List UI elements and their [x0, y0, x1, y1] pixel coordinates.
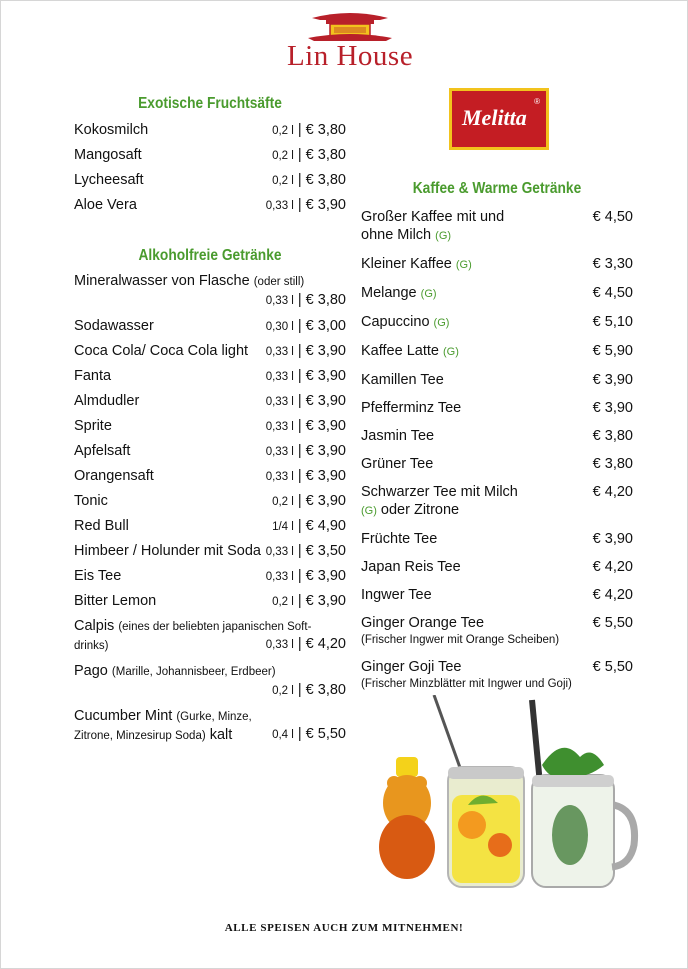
item-volume: 0,2 l: [272, 685, 294, 697]
item-amount: € 3,90: [305, 493, 346, 509]
item-price: 0,30 l | € 3,00: [265, 318, 346, 334]
item-price: 0,33 l | € 3,80: [265, 292, 346, 308]
item-volume: 0,33 l: [265, 200, 294, 212]
item-amount: € 3,90: [305, 343, 346, 359]
item-note: (eines der beliebten japanischen Soft-: [118, 621, 312, 633]
item-price: € 5,50: [592, 615, 633, 631]
menu-row: [74, 442, 346, 460]
item-name: [74, 272, 346, 291]
item-price: € 5,50: [592, 659, 633, 675]
item-price: 1/4 l | € 4,90: [272, 518, 346, 534]
menu-row: [361, 208, 633, 245]
item-title: Orangensaft: [74, 468, 154, 484]
menu-row: [361, 313, 633, 332]
coffee-list: [361, 208, 633, 692]
item-price: 0,2 l | € 3,80: [272, 682, 346, 698]
item-title: Eis Tee: [74, 568, 122, 584]
menu-row: [361, 284, 633, 303]
item-title: Kleiner Kaffee: [361, 256, 452, 272]
item-price: 0,2 l | € 3,80: [272, 147, 346, 163]
item-title: Sodawasser: [74, 318, 154, 334]
item-title: Apfelsaft: [74, 443, 131, 459]
item-price: 0,33 l | € 3,90: [265, 197, 346, 213]
menu-row: [361, 483, 633, 520]
item-title: Mineralwasser von Flasche: [74, 273, 250, 289]
item-amount: € 3,90: [305, 393, 346, 409]
item-price: 0,33 l | € 3,90: [265, 418, 346, 434]
menu-row: [361, 342, 633, 361]
item-price: € 5,90: [592, 343, 633, 359]
menu-row: [74, 121, 346, 139]
item-amount: € 3,90: [305, 568, 346, 584]
pagoda-roof-icon: [306, 10, 394, 44]
item-title: Großer Kaffee mit und: [361, 209, 505, 225]
item-price: € 4,50: [592, 285, 633, 301]
item-title: Almdudler: [74, 393, 140, 409]
coffee-heading: Kaffee & Warme Getränke: [412, 180, 582, 197]
item-price: 0,33 l | € 4,20: [265, 636, 346, 652]
item-title: Pfefferminz Tee: [361, 400, 462, 416]
gluten-tag: (G): [455, 259, 472, 271]
item-price: € 3,90: [592, 372, 633, 388]
item-title: Coca Cola/ Coca Cola light: [74, 343, 249, 359]
item-amount: € 3,90: [305, 468, 346, 484]
gluten-tag: (G): [361, 505, 377, 517]
item-name: [74, 707, 346, 726]
menu-row: [74, 662, 346, 700]
softdrink-list: [74, 272, 346, 745]
item-volume: 0,33 l: [265, 639, 294, 651]
item-name: [74, 662, 346, 681]
item-amount: € 3,80: [305, 172, 346, 188]
item-note-2: Zitrone, Minzesirup Soda): [74, 730, 206, 742]
right-column: [361, 180, 633, 702]
item-title: Lycheesaft: [74, 172, 144, 188]
item-price: € 3,80: [592, 428, 633, 444]
item-amount: € 3,80: [305, 147, 346, 163]
item-amount: € 3,90: [305, 593, 346, 609]
item-volume: 0,2 l: [272, 175, 294, 187]
gluten-tag: (G): [435, 230, 452, 242]
item-volume: 0,33 l: [265, 346, 294, 358]
item-title-2: oder Zitrone: [380, 502, 460, 518]
item-price: 0,33 l | € 3,90: [265, 343, 346, 359]
item-title: Grüner Tee: [361, 456, 434, 472]
softdrinks-heading: Alkoholfreie Getränke: [138, 247, 282, 264]
menu-row: [361, 586, 633, 604]
item-note: (Marille, Johannisbeer, Erdbeer): [111, 666, 276, 678]
item-volume: 0,33 l: [265, 295, 294, 307]
item-title: Sprite: [74, 418, 112, 434]
item-amount: € 5,50: [305, 726, 346, 742]
menu-row: [74, 542, 346, 560]
menu-row: [74, 492, 346, 510]
item-volume: 0,33 l: [265, 396, 294, 408]
item-title: Kaffee Latte: [361, 343, 439, 359]
melitta-logo: [449, 88, 549, 150]
item-price: 0,33 l | € 3,90: [265, 568, 346, 584]
item-amount: € 3,90: [305, 443, 346, 459]
item-price: 0,33 l | € 3,90: [265, 368, 346, 384]
menu-row: [361, 530, 633, 548]
menu-row: [361, 614, 633, 648]
melitta-logo-text: Melitta: [462, 105, 527, 130]
juice-list: [74, 121, 346, 214]
menu-row: [74, 146, 346, 164]
item-amount: € 4,20: [305, 636, 346, 652]
item-title: Tonic: [74, 493, 108, 509]
item-price: € 3,80: [592, 456, 633, 472]
item-title: Früchte Tee: [361, 531, 438, 547]
item-price: 0,4 l | € 5,50: [272, 726, 346, 742]
item-description: (Frischer Minzblätter mit Ingwer und Goji): [361, 678, 572, 690]
takeaway-footer: ALLE SPEISEN AUCH ZUM MITNEHMEN!: [224, 922, 464, 934]
item-amount: € 3,90: [305, 418, 346, 434]
item-price: 0,33 l | € 3,90: [265, 393, 346, 409]
item-price: 0,2 l | € 3,80: [272, 172, 346, 188]
item-name-line: [361, 226, 633, 245]
menu-row: [74, 567, 346, 585]
item-amount: € 3,80: [305, 682, 346, 698]
menu-row: [361, 399, 633, 417]
item-price: € 3,90: [592, 531, 633, 547]
item-price: 0,33 l | € 3,90: [265, 443, 346, 459]
menu-row: [74, 707, 346, 745]
menu-row: [361, 427, 633, 445]
item-note: (oder still): [253, 276, 305, 288]
restaurant-logo: [270, 10, 430, 72]
registered-mark: ®: [534, 97, 540, 106]
menu-row: [361, 255, 633, 274]
item-amount: € 3,90: [305, 368, 346, 384]
item-amount: € 3,80: [305, 122, 346, 138]
gluten-tag: (G): [420, 288, 437, 300]
item-volume: 0,2 l: [272, 496, 294, 508]
menu-row: [361, 658, 633, 692]
item-description: (Frischer Ingwer mit Orange Scheiben): [361, 634, 560, 646]
item-volume: 0,4 l: [272, 729, 294, 741]
menu-row: [74, 417, 346, 435]
item-title: Mangosaft: [74, 147, 142, 163]
menu-row: [74, 367, 346, 385]
item-price: € 4,20: [592, 559, 633, 575]
item-title: Ginger Orange Tee: [361, 615, 485, 631]
item-price: € 5,10: [592, 314, 633, 330]
menu-row: [361, 558, 633, 576]
item-name: [74, 617, 346, 636]
menu-row: [74, 342, 346, 360]
item-price: € 4,20: [592, 484, 633, 500]
item-title: Pago: [74, 663, 108, 679]
item-volume: 0,2 l: [272, 125, 294, 137]
left-column: [74, 95, 346, 752]
item-volume: 1/4 l: [272, 521, 294, 533]
item-title: Aloe Vera: [74, 197, 137, 213]
menu-row: [74, 592, 346, 610]
item-amount: € 3,50: [305, 543, 346, 559]
item-title: Bitter Lemon: [74, 593, 157, 609]
item-price: € 3,90: [592, 400, 633, 416]
gluten-tag: (G): [442, 346, 459, 358]
menu-row: [74, 517, 346, 535]
item-volume: 0,2 l: [272, 596, 294, 608]
menu-row: [74, 392, 346, 410]
item-title: Jasmin Tee: [361, 428, 435, 444]
menu-row: [361, 455, 633, 473]
gluten-tag: (G): [433, 317, 450, 329]
menu-row: [74, 196, 346, 214]
drinks-photo: [372, 695, 642, 895]
item-title: Schwarzer Tee mit Milch: [361, 484, 518, 500]
item-title: Himbeer / Holunder mit Soda: [74, 543, 261, 559]
menu-row: [74, 171, 346, 189]
item-amount: € 3,00: [305, 318, 346, 334]
menu-row: [74, 272, 346, 310]
item-price: 0,2 l | € 3,80: [272, 122, 346, 138]
item-price: 0,33 l | € 3,90: [265, 468, 346, 484]
item-title: Kamillen Tee: [361, 372, 444, 388]
item-price: 0,2 l | € 3,90: [272, 493, 346, 509]
item-name-line: [361, 501, 633, 520]
menu-row: [74, 467, 346, 485]
menu-row: [74, 317, 346, 335]
item-volume: 0,33 l: [265, 446, 294, 458]
item-title: Melange: [361, 285, 417, 301]
item-note: (Gurke, Minze,: [176, 711, 252, 723]
item-price: 0,33 l | € 3,50: [265, 543, 346, 559]
item-title: Ingwer Tee: [361, 587, 432, 603]
item-volume: 0,30 l: [265, 321, 294, 333]
menu-row: [361, 371, 633, 389]
item-note-2: drinks): [74, 640, 109, 652]
item-amount: € 3,80: [305, 292, 346, 308]
logo-text: Lin House: [286, 40, 414, 72]
item-volume: 0,33 l: [265, 371, 294, 383]
item-price: € 4,20: [592, 587, 633, 603]
item-volume: 0,33 l: [265, 571, 294, 583]
item-title: Kokosmilch: [74, 122, 149, 138]
menu-row: [74, 617, 346, 655]
item-title: Cucumber Mint: [74, 708, 173, 724]
item-price: 0,2 l | € 3,90: [272, 593, 346, 609]
item-volume: 0,33 l: [265, 546, 294, 558]
item-title-2: ohne Milch: [361, 227, 432, 243]
item-title: Capuccino: [361, 314, 430, 330]
item-volume: 0,33 l: [265, 421, 294, 433]
item-suffix: kalt: [209, 727, 233, 743]
item-price: € 4,50: [592, 209, 633, 225]
item-volume: 0,33 l: [265, 471, 294, 483]
item-amount: € 4,90: [305, 518, 346, 534]
item-title: Calpis: [74, 618, 115, 634]
item-title: Fanta: [74, 368, 112, 384]
item-amount: € 3,90: [305, 197, 346, 213]
item-volume: 0,2 l: [272, 150, 294, 162]
item-title: Japan Reis Tee: [361, 559, 461, 575]
juices-heading: Exotische Fruchtsäfte: [138, 95, 282, 112]
item-price: € 3,30: [592, 256, 633, 272]
item-title: Red Bull: [74, 518, 129, 534]
item-title: Ginger Goji Tee: [361, 659, 462, 675]
